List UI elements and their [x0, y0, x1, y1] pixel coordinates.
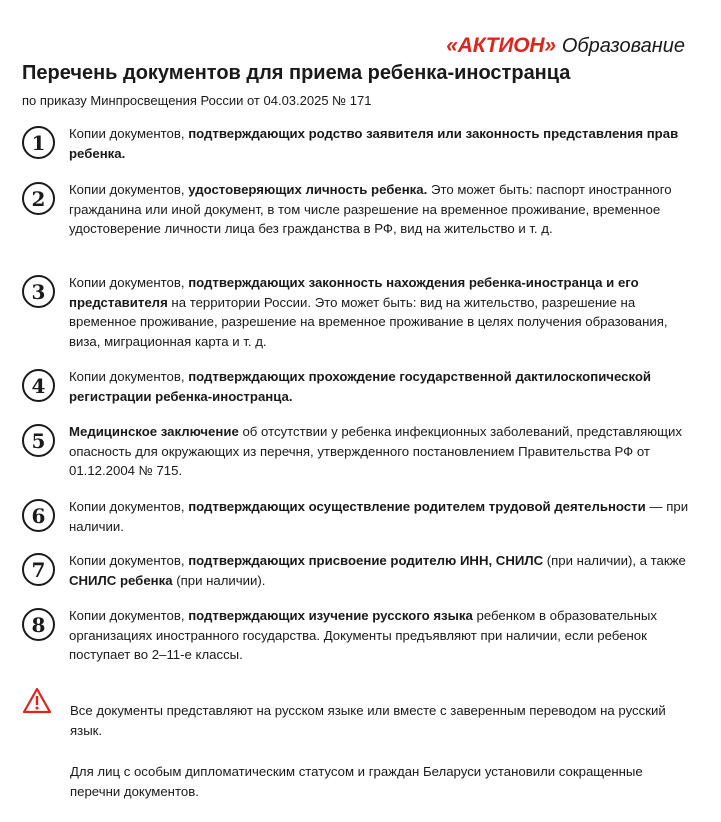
text-run: Копии документов,: [69, 369, 189, 384]
text-run: Копии документов,: [69, 275, 189, 290]
bold-run: СНИЛС ребенка: [69, 572, 173, 588]
item-text: [69, 606, 689, 665]
list-item: [22, 422, 692, 481]
text-run: (при наличии), а также: [543, 553, 686, 568]
bold-run: подтверждающих осуществление родителем трудовой деятельности: [188, 499, 646, 514]
list-item: [22, 606, 692, 665]
text-run: Копии документов,: [69, 608, 189, 623]
text-run: об отсутствии у ребенка инфекционных заболеваний, представляющих опасность для окружающих из перечня, утвержденного постановлением Правительства РФ от 01.12.2004 № 715.: [69, 424, 682, 478]
text-run: — при наличии.: [69, 499, 689, 534]
item-text: [69, 367, 689, 406]
text-run: на территории России. Это может быть: вид на жительство, разрешение на временное проживание, разрешение на временное проживание в целях получения образования, виза, миграционная карта и т. д.: [69, 294, 668, 349]
list-item: [22, 124, 692, 163]
item-text: [69, 180, 689, 239]
page-title: Перечень документов для приема ребенка-иностранца: [22, 62, 571, 84]
item-text: [69, 422, 689, 481]
text-run: Копии документов,: [69, 499, 189, 514]
item-number-badge: 1: [22, 126, 55, 159]
logo-brand: «АКТИОН»: [446, 34, 556, 57]
bold-run: подтверждающих присвоение родителю ИНН, СНИЛС: [188, 553, 544, 568]
item-number-badge: 5: [22, 424, 55, 457]
item-number-badge: 3: [22, 275, 55, 308]
list-item: [22, 180, 692, 239]
text-run: Это может быть: паспорт иностранного гражданина или иной документ, в том числе разрешение на временное проживание, временное удостоверение личности лица без гражданства в РФ, вид на жительство и т. д.: [69, 182, 672, 236]
text-run: Копии документов,: [69, 126, 189, 141]
note-diplomatic: Для лиц с особым дипломатическим статусом и граждан Беларуси установили сокращенные перечни документов.: [70, 764, 643, 799]
item-text: [69, 497, 689, 536]
bold-run: подтверждающих прохождение государственной дактилоскопической регистрации ребенка-иностранца.: [69, 369, 652, 404]
text-run: ребенком в образовательных организациях иностранного государства. Документы предъявляют при наличии, если ребенок поступает во 2–11-е классы.: [69, 608, 657, 662]
list-item: [22, 551, 692, 590]
logo-subtitle: Образование: [561, 35, 685, 57]
item-number-badge: 4: [22, 369, 55, 402]
bold-run: удостоверяющих личность ребенка.: [188, 182, 428, 197]
aktion-logo: [446, 34, 685, 58]
bold-run: подтверждающих изучение русского языка: [188, 608, 473, 623]
item-number-badge: 6: [22, 499, 55, 532]
list-item: [22, 497, 692, 536]
item-number-badge: 8: [22, 608, 55, 641]
list-item: [22, 273, 692, 351]
warning-triangle-icon: [22, 686, 52, 716]
item-number-badge: 7: [22, 553, 55, 586]
bold-run: Медицинское заключение: [69, 424, 239, 439]
item-text: [69, 273, 689, 351]
text-run: (при наличии).: [172, 572, 266, 588]
bold-run: подтверждающих законность нахождения ребенка-иностранца и его представителя: [69, 275, 639, 310]
text-run: Копии документов,: [69, 553, 189, 568]
note-translation: Все документы представляют на русском языке или вместе с заверенным переводом на русский язык.: [70, 703, 666, 738]
page-subtitle: по приказу Минпросвещения России от 04.03.2025 № 171: [22, 93, 372, 108]
list-item: [22, 367, 692, 406]
item-text: [69, 551, 689, 590]
item-text: [69, 124, 689, 163]
text-run: Копии документов,: [69, 182, 189, 197]
bold-run: подтверждающих родство заявителя или законность представления прав ребенка.: [69, 126, 679, 161]
item-number-badge: 2: [22, 182, 55, 215]
